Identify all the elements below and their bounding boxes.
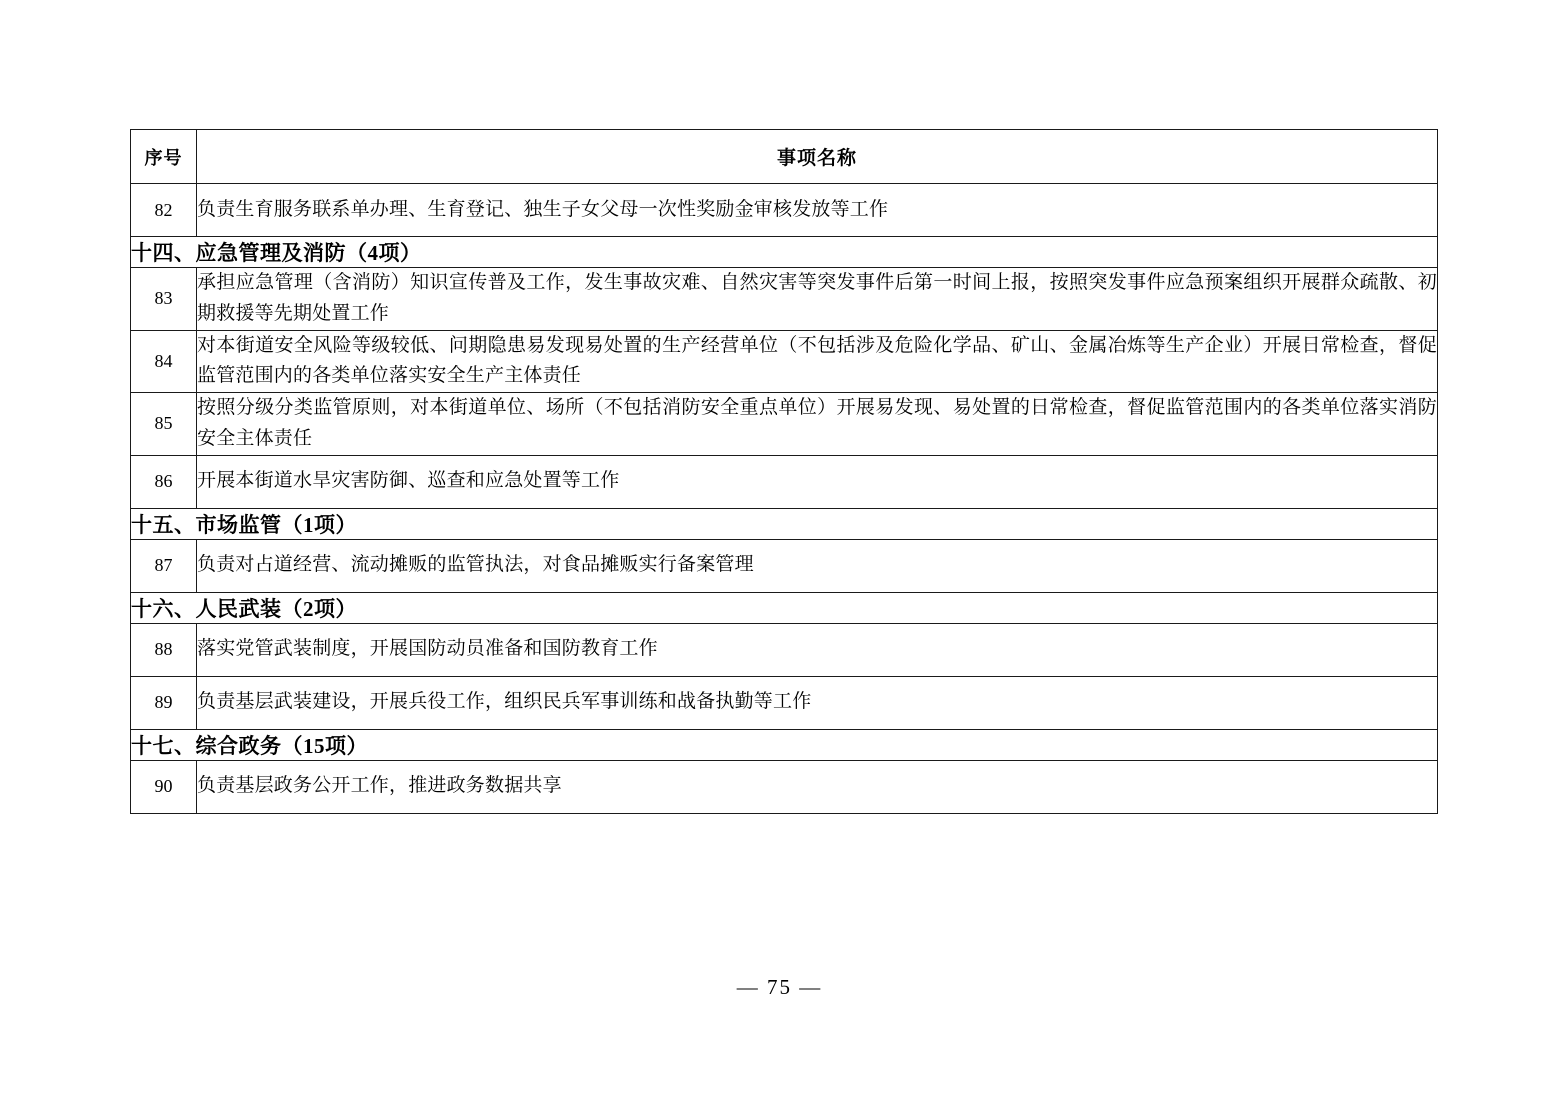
row-text: 负责生育服务联系单办理、生育登记、独生子女父母一次性奖励金审核发放等工作 <box>197 184 1438 237</box>
row-seq: 90 <box>131 760 197 813</box>
table-row <box>131 393 1438 456</box>
row-text: 负责基层政务公开工作，推进政务数据共享 <box>197 760 1438 813</box>
table-row <box>131 184 1438 237</box>
row-seq: 84 <box>131 330 197 393</box>
section-title: 十七、综合政务（15项） <box>131 729 1438 760</box>
table-row <box>131 760 1438 813</box>
row-text: 按照分级分类监管原则，对本街道单位、场所（不包括消防安全重点单位）开展易发现、易处置的日常检查，督促监管范围内的各类单位落实消防安全主体责任 <box>197 393 1438 456</box>
section-row <box>131 729 1438 760</box>
table-row <box>131 676 1438 729</box>
table-row <box>131 539 1438 592</box>
row-seq: 87 <box>131 539 197 592</box>
row-seq: 83 <box>131 268 197 331</box>
table-row <box>131 268 1438 331</box>
row-text: 对本街道安全风险等级较低、问期隐患易发现易处置的生产经营单位（不包括涉及危险化学品、矿山、金属冶炼等生产企业）开展日常检查，督促监管范围内的各类单位落实安全生产主体责任 <box>197 330 1438 393</box>
row-text: 负责基层武装建设，开展兵役工作，组织民兵军事训练和战备执勤等工作 <box>197 676 1438 729</box>
table-row <box>131 330 1438 393</box>
row-seq: 82 <box>131 184 197 237</box>
row-seq: 89 <box>131 676 197 729</box>
page-number: — 75 — <box>736 975 823 999</box>
row-text: 落实党管武装制度，开展国防动员准备和国防教育工作 <box>197 623 1438 676</box>
duty-list-table <box>130 129 1438 814</box>
section-title: 十五、市场监管（1项） <box>131 508 1438 539</box>
section-title: 十六、人民武装（2项） <box>131 592 1438 623</box>
row-seq: 88 <box>131 623 197 676</box>
row-seq: 85 <box>131 393 197 456</box>
section-row <box>131 508 1438 539</box>
row-seq: 86 <box>131 455 197 508</box>
column-header-name: 事项名称 <box>197 130 1438 184</box>
row-text: 负责对占道经营、流动摊贩的监管执法，对食品摊贩实行备案管理 <box>197 539 1438 592</box>
row-text: 开展本街道水旱灾害防御、巡查和应急处置等工作 <box>197 455 1438 508</box>
section-title: 十四、应急管理及消防（4项） <box>131 237 1438 268</box>
section-row <box>131 237 1438 268</box>
table-row <box>131 623 1438 676</box>
row-text: 承担应急管理（含消防）知识宣传普及工作，发生事故灾难、自然灾害等突发事件后第一时间上报，按照突发事件应急预案组织开展群众疏散、初期救援等先期处置工作 <box>197 268 1438 331</box>
table-header-row <box>131 130 1438 184</box>
section-row <box>131 592 1438 623</box>
column-header-seq: 序号 <box>131 130 197 184</box>
table-row <box>131 455 1438 508</box>
